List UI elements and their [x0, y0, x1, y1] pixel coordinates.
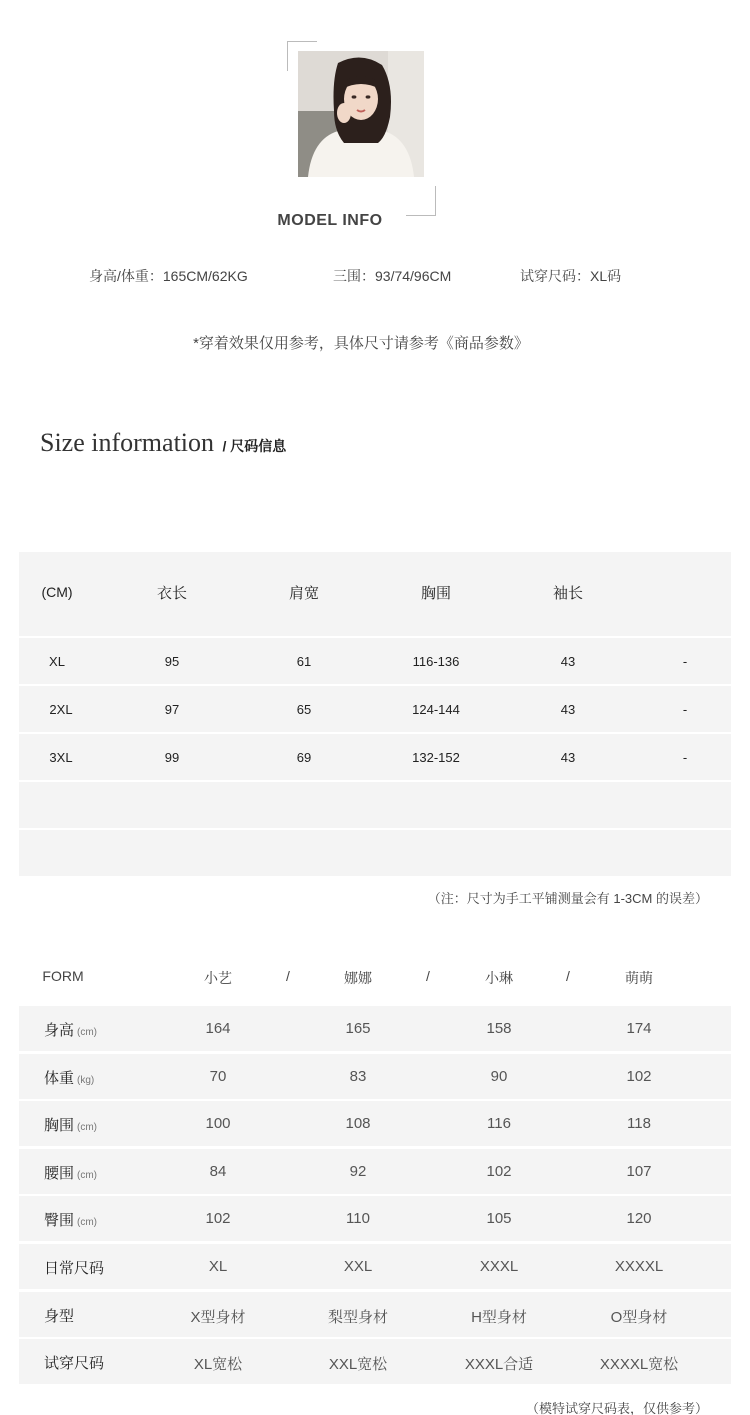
- form-table: [19, 1006, 731, 1387]
- table-row-empty: [19, 782, 731, 828]
- form-row-label: [44, 1352, 104, 1373]
- form-header-model-3: 小琳: [485, 970, 513, 986]
- model-photo: [298, 51, 424, 177]
- form-cell: 102: [626, 1067, 652, 1085]
- form-table-note: （模特试穿尺码表，仅供参考）: [525, 1401, 708, 1415]
- size-cell: 3XL: [49, 750, 73, 765]
- table-row: [19, 1101, 731, 1146]
- size-col-unit: (CM): [41, 584, 73, 600]
- model-measurements: 三围：93/74/96CM: [333, 268, 452, 284]
- form-row-label: [44, 1162, 97, 1183]
- table-row: [19, 1054, 731, 1099]
- form-row-unit: (cm): [77, 1217, 98, 1229]
- form-cell: 165: [345, 1020, 371, 1037]
- form-cell: 116: [487, 1115, 511, 1133]
- size-cell: 124-144: [412, 702, 460, 717]
- form-header-label: FORM: [42, 968, 84, 984]
- table-row: [19, 1149, 731, 1194]
- form-header-model-2: 娜娜: [344, 970, 372, 986]
- size-cell: 61: [296, 654, 312, 669]
- form-row-label: [44, 1209, 97, 1230]
- form-cell: 108: [345, 1115, 371, 1133]
- table-row: [19, 1244, 731, 1289]
- form-cell: 92: [349, 1162, 367, 1180]
- form-cell: XXXXL宽松: [599, 1356, 679, 1374]
- form-row-unit: (kg): [77, 1074, 95, 1086]
- table-row: [19, 686, 731, 732]
- form-row-unit: (cm): [77, 1169, 98, 1181]
- size-cell: 116-136: [412, 654, 460, 669]
- table-row: [19, 1292, 731, 1337]
- table-row: [19, 1339, 731, 1384]
- model-try-size: 试穿尺码：XL码: [520, 268, 622, 284]
- form-cell: XXXXL: [614, 1257, 664, 1275]
- form-cell: XL: [208, 1257, 228, 1275]
- size-cell: 65: [296, 702, 312, 717]
- size-col-shoulder: 肩宽: [288, 585, 320, 602]
- table-row: [19, 1196, 731, 1241]
- form-row-label: [44, 1257, 104, 1278]
- form-cell: 110: [346, 1210, 370, 1228]
- size-table-note: （注：尺寸为手工平铺测量会有 1-3CM 的误差）: [427, 891, 708, 906]
- size-col-sleeve: 袖长: [552, 585, 584, 602]
- form-cell: 100: [205, 1115, 231, 1133]
- form-cell: X型身材: [190, 1308, 246, 1326]
- form-cell: 102: [486, 1162, 512, 1180]
- size-cell: 95: [164, 654, 180, 669]
- form-cell: 174: [626, 1020, 652, 1037]
- form-cell: XL宽松: [193, 1356, 243, 1374]
- table-row: [19, 1006, 731, 1051]
- size-cell: 132-152: [412, 750, 460, 765]
- form-cell: XXXL: [479, 1257, 519, 1275]
- size-cell: 43: [560, 654, 576, 669]
- size-cell: 69: [296, 750, 312, 765]
- form-table-header: [19, 957, 731, 997]
- form-cell: 102: [205, 1210, 231, 1228]
- model-height-weight: 身高/体重：165CM/62KG: [89, 268, 248, 284]
- size-cell: XL: [49, 654, 65, 669]
- form-cell: XXL: [343, 1257, 373, 1275]
- form-cell: XXL宽松: [328, 1356, 388, 1374]
- size-cell: 2XL: [49, 702, 73, 717]
- table-row: [19, 638, 731, 684]
- form-cell: XXXL合适: [464, 1356, 534, 1374]
- size-cell: 97: [164, 702, 180, 717]
- form-row-label-text: 体重: [44, 1069, 75, 1087]
- form-header-separator: /: [286, 968, 290, 984]
- form-row-unit: (cm): [77, 1122, 98, 1134]
- size-cell: -: [682, 654, 688, 669]
- model-info-section: [0, 0, 750, 380]
- form-cell: 118: [627, 1115, 651, 1133]
- size-col-chest: 胸围: [420, 585, 452, 602]
- form-row-label-text: 身型: [44, 1307, 75, 1325]
- form-header-model-4: 萌萌: [625, 970, 653, 986]
- form-row-label: [44, 1019, 97, 1040]
- size-table-header: [19, 552, 731, 636]
- form-cell: 梨型身材: [327, 1308, 389, 1326]
- form-cell: 164: [205, 1020, 231, 1037]
- form-cell: 120: [626, 1210, 652, 1228]
- form-row-label: [44, 1305, 74, 1326]
- form-cell: 70: [209, 1067, 227, 1085]
- form-row-label-text: 试穿尺码: [44, 1355, 105, 1373]
- form-row-unit: (cm): [77, 1027, 98, 1038]
- model-info-title: MODEL INFO: [277, 212, 383, 229]
- form-header-separator: /: [426, 968, 430, 984]
- form-cell: 158: [486, 1020, 512, 1037]
- table-row: [19, 734, 731, 780]
- form-cell: H型身材: [471, 1308, 527, 1326]
- form-row-label-text: 腰围: [44, 1164, 75, 1182]
- size-cell: -: [682, 750, 688, 765]
- size-cell: 99: [164, 750, 180, 765]
- size-cell: 43: [560, 702, 576, 717]
- size-cell: 43: [560, 750, 576, 765]
- form-row-label-text: 臀围: [44, 1212, 75, 1230]
- form-header-separator: /: [566, 968, 570, 984]
- table-row-empty: [19, 830, 731, 876]
- size-col-length: 衣长: [156, 585, 188, 602]
- form-cell: 105: [486, 1210, 512, 1228]
- form-cell: 83: [349, 1067, 367, 1085]
- form-cell: 84: [209, 1162, 227, 1180]
- size-cell: -: [682, 702, 688, 717]
- size-heading-cn: / 尺码信息: [222, 438, 287, 454]
- form-row-label-text: 日常尺码: [44, 1259, 105, 1277]
- form-row-label-text: 身高: [44, 1022, 75, 1039]
- size-table: [19, 552, 731, 876]
- model-note: *穿着效果仅用参考，具体尺寸请参考《商品参数》: [193, 335, 529, 352]
- size-heading-en: Size information: [40, 428, 215, 457]
- form-row-label: [44, 1067, 94, 1088]
- form-row-label: [44, 1114, 97, 1135]
- form-header-model-1: 小艺: [204, 970, 232, 986]
- size-information-heading: [40, 428, 286, 458]
- form-row-label-text: 胸围: [44, 1117, 75, 1135]
- form-cell: 107: [626, 1162, 652, 1180]
- form-cell: 90: [490, 1067, 508, 1085]
- form-cell: O型身材: [610, 1308, 668, 1326]
